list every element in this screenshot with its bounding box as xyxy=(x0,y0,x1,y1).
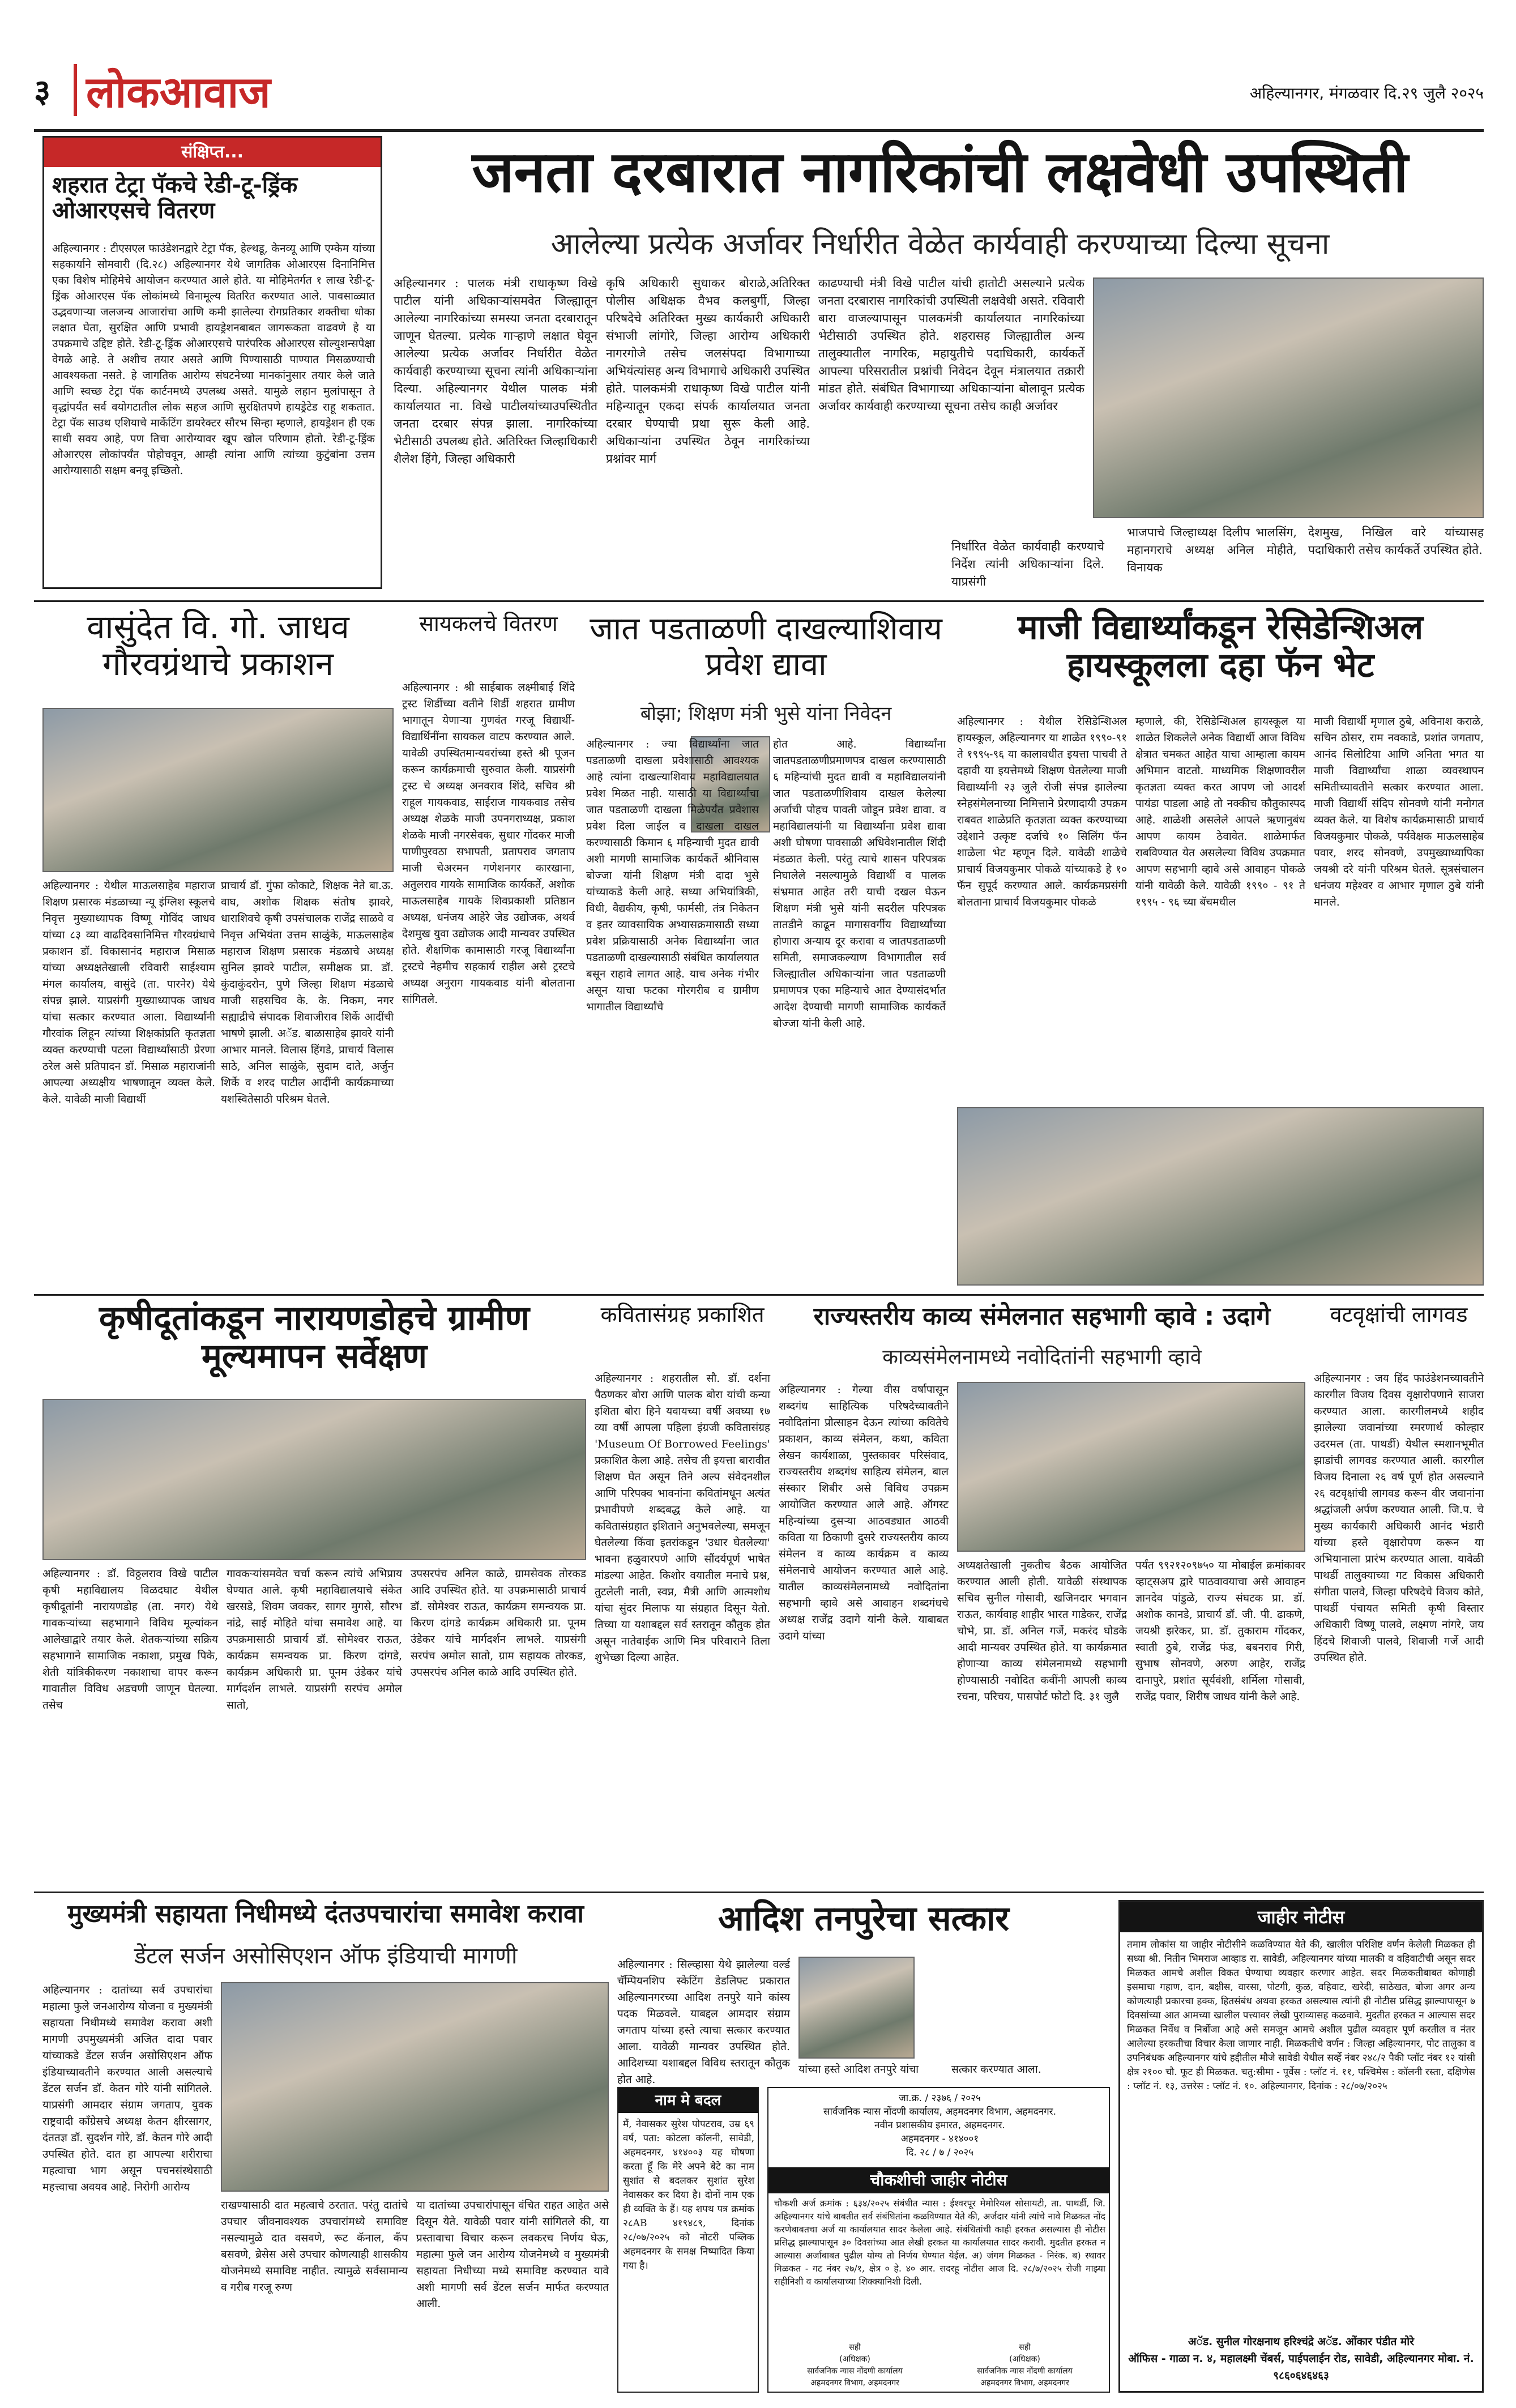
masthead xyxy=(34,54,1484,127)
krushi-col-3: उपसरपंच अनिल काळे, ग्रामसेवक तोरकड आदि उपस्थित होते. या उपक्रमासाठी प्राचार्य डॉ. सोमेश्वर राऊत, कार्यक्रम समन्वयक प्रा. किरण दांगडे कार्यक्रम अधिकारी प्रा. पूनम उंडेकर यांचे मार्गदर्शन लाभले. याप्रसंगी सरपंच अमोल सातो, ग्राम सहायक तोरकड, उपसरपंच अनिल काळे आदि उपस्थित होते. xyxy=(411,1568,586,1679)
dental-subhead: डेंटल सर्जन असोसिएशन ऑफ इंडियाची मागणी xyxy=(134,1943,518,1969)
vat-body: अहिल्यानगर : जय हिंद फाउंडेशनच्यावतीने कारगील विजय दिवस वृक्षारोपणाने साजरा करण्यात आला. कारगीलमध्ये शहीद झालेल्या जवानांच्या स्मरणार्थ कोल्हार उदरमल (ता. पाथर्डी) येथील स्मशानभूमीत झाडांची लागवड करण्यात आली. कारगील विजय दिनाला २६ वर्ष पूर्ण होत असल्याने २६ वटवृक्षांची लागवड करून वीर जवानांना श्रद्धांजली अर्पण करण्यात आली. जि.प. चे मुख्य कार्यकारी अधिकारी आनंद भंडारी यांच्या हस्ते वृक्षारोपण करून या अभियानाला प्रारंभ करण्यात आला. यावेळी पाथर्डी तालुक्याच्या गट विकास अधिकारी संगीता पालवे, जिल्हा परिषदेचे विजय कोते, पाथर्डी पंचायत समिती कृषी विस्तार अधिकारी विष्णू पालवे, लक्ष्मण नांगरे, जय हिंदचे शिवाजी पालवे, शिवाजी गर्जे आदी उपस्थित होते. xyxy=(1314,1372,1484,1664)
kavya-subhead: काव्यसंमेलनामध्ये नवोदितांनी सहभागी व्हावे xyxy=(882,1346,1202,1369)
kavya-col-3: पर्यंत ९९२१२०९७५० या मोबाईल क्रमांकावर व्हाट्सअप द्वारे पाठवावयाचा असे आवाहन ज्ञानदेव पांडुळे, राज्य संघटक प्रा. डॉ. अशोक कानडे, प्राचार्य डॉ. जी. पी. ढाकणे, जयश्री झरेकर, प्रा. डॉ. तुकाराम गोंदकर, स्वाती ठुबे, राजेंद्र फंड, बबनराव गिरी, सुभाष सोनवणे, अरुण आहेर, राजेंद्र दानापुरे, प्रशांत सूर्यवंशी, शर्मिला गोसावी, राजेंद्र पवार, शिरीष जाधव यांनी केले आहे. xyxy=(1135,1559,1305,1703)
court-notice-title: चौकशीची जाहीर नोटीस xyxy=(768,2167,1109,2193)
school-col-3: माजी विद्यार्थी मृणाल ठुबे, अविनाश कराळे, सचिन ठोसर, राम नवकाडे, प्रशांत जगताप, आनंद सिलोटिया आणि अनिता भगत या माजी विद्यार्थ्यांचा शाळा व्यवस्थापन समितीच्यावतीने सत्कार करण्यात आला. माजी विद्यार्थी संदिप सोनवणे यांनी मनोगत व्यक्त केले. या विशेष कार्यक्रमासाठी प्राचार्य विजयकुमार पोकळे, पर्यवेक्षक माऊलसाहेब पवार, शरद सोनवणे, उपमुख्याध्यापिका जयश्री दरे यांनी परिश्रम घेतले. सूत्रसंचालन धनंजय महेश्वर व आभार मृणाल ठुबे यांनी मानले. xyxy=(1314,715,1484,908)
tanpure-photo xyxy=(798,1957,915,2059)
caste-subhead: बोझा; शिक्षण मंत्री भुसे यांना निवेदन xyxy=(640,702,892,725)
kavya-headline: राज्यस्तरीय काव्य संमेलनात सहभागी व्हावे : उदागे xyxy=(813,1302,1271,1331)
dental-col-2: राखण्यासाठी दात महत्वाचे ठरतात. परंतु दातांचे उपचार जीवनावश्यक उपचारांमध्ये समाविष्ट नसल्यामुळे दात वसवणे, रूट कॅनाल, कँप बसवणे, ब्रेसेस असे उपचार कोणत्याही शासकीय योजनेमध्ये समाविष्ट नाहीत. त्यामुळे सर्वसामान्य व गरीब गरजू रुग्ण xyxy=(221,2199,408,2294)
page-number: ३ xyxy=(34,73,51,110)
dental-photo xyxy=(221,1982,609,2192)
jadhav-headline: वासुंदेत वि. गो. जाधव गौरवग्रंथाचे प्रकाशन xyxy=(87,608,349,683)
section-rule-2 xyxy=(34,1294,1484,1296)
krushi-col-1: अहिल्यानगर : डॉ. विठ्ठलराव विखे पाटील कृषी महाविद्यालय विळदघाट येथील कृषीदूतांनी नारायणडोह (ता. नगर) येथे गावकऱ्यांच्या सहभागाने विविध मूल्यांकन आलेखाद्वारे तयार केले. शेतकऱ्यांच्या सक्रिय सहभागाने सामाजिक नकाशा, प्रमुख पिके, शेती यांत्रिकीकरण नकाशाचा वापर करून गावातील विविध अडचणी जाणून घेतल्या. तसेच xyxy=(42,1568,218,1711)
tanpure-col-3: सत्कार करण्यात आला. xyxy=(951,2063,1041,2076)
lead-photo xyxy=(1093,277,1484,518)
krushi-photo xyxy=(42,1399,586,1560)
lead-headline: जनता दरबारात नागरिकांची लक्षवेधी उपस्थिती xyxy=(472,139,1408,205)
lead-col-2: कृषि अधिकारी सुधाकर बोराळे,अतिरिक्त पोलीस अधिक्षक वैभव कलबुर्गी, जिल्हा परिषदेचे अतिरिक्त मुख्य कार्यकारी अधिकारी संभाजी लांगोरे, जिल्हा आरोग्य अधिकारी नागरगोजे तसेच जलसंपदा विभागाच्या अभियंत्यांसह अन्य विभागाचे अधिकारी उपस्थित होते. पालकमंत्री राधाकृष्ण विखे पाटील यांनी महिन्यातून एकदा संपर्क कार्यालयात जनता दरबार घेण्याची प्रथा सुरू केली आहे. अधिकाऱ्यांना उपस्थित ठेवून नागरिकांच्या प्रश्नांवर मार्ग xyxy=(606,276,810,466)
kavya-col-1: अहिल्यानगर : गेल्या वीस वर्षापासून शब्दगंध साहित्यिक परिषदेच्यावतीने नवोदितांना प्रोत्साहन देऊन त्यांच्या कवितेचे प्रकाशन, काव्य संमेलन, कथा, कविता लेखन कार्यशाळा, पुस्तकावर परिसंवाद, राज्यस्तरीय शब्दगंध साहित्य संमेलन, बाल संस्कार शिबीर असे विविध उपक्रम आयोजित करण्यात आले आहे. ऑगस्ट महिन्यांच्या दुसऱ्या आठवड्यात आठवी कविता या ठिकाणी दुसरे राज्यस्तरीय काव्य संमेलन व काव्य कार्यक्रम व काव्य संमेलनाचे आयोजन करण्यात आले आहे. यातील काव्यसंमेलनामध्ये नवोदितांना सहभागी व्हावे असे आवाहन शब्दगंधचे अध्यक्ष राजेंद्र उदागे यांनी केले. याबाबत उदागे यांच्या xyxy=(779,1384,949,1642)
dental-col-1: अहिल्यानगर : दातांच्या सर्व उपचारांचा महात्मा फुले जनआरोग्य योजना व मुख्यमंत्री सहायता निधीमध्ये समावेश करावा अशी मागणी उपमुख्यमंत्री अजित दादा पवार यांच्याकडे डेंटल सर्जन असोसिएशन ऑफ इंडियाच्यावतीने करण्यात आली असल्याचे डेंटल सर्जन डॉ. केतन गोरे यांनी सांगितले. याप्रसंगी आमदार संग्राम जगताप, युवक राष्ट्रवादी काँग्रेसचे अध्यक्ष केतन क्षीरसागर, दंततज्ञ डॉ. सुदर्शन गोरे, डॉ. केतन गोरे आदी उपस्थित होते. दात हा आपल्या शरीराचा महत्वाचा भाग असून पचनसंस्थेसाठी महत्त्वाचा अवयव आहे. निरोगी आरोग्य xyxy=(42,1984,212,2193)
lead-subhead: आलेल्या प्रत्येक अर्जावर निर्धारीत वेळेत कार्यवाही करण्याच्या दिल्या सूचना xyxy=(550,227,1330,261)
tanpure-col-2: यांच्या हस्ते आदिश तनपुरे यांचा xyxy=(798,2063,919,2076)
brief-box xyxy=(42,136,382,589)
jadhav-col-1: अहिल्यानगर : येथील माऊलसाहेब महाराज शिक्षण प्रसारक मंडळाच्या न्यू इंग्लिश स्कूलचे निवृत्त मुख्याध्यापक विष्णू गोविंद जाधव यांच्या ८३ व्या वाढदिवसानिमित्त गौरवग्रंथाचे प्रकाशन डॉ. विकासानंद महाराज मिसाळ यांच्या अध्यक्षतेखाली रविवारी साईश्याम मंगल कार्यालय, वासुंदे (ता. पारनेर) येथे संपन्न झाले. याप्रसंगी मुख्याध्यापक जाधव यांचा सत्कार करण्यात आला. विद्यार्थ्यांनी गौरवांक लिहून त्यांच्या शिक्षकांप्रति कृतज्ञता व्यक्त करण्याची पटला विद्यार्थ्यांसाठी प्रेरणा ठरेल असे प्रतिपादन डॉ. मिसाळ महाराजांनी आपल्या अध्यक्षीय भाषणातून व्यक्त केले. केले. यावेळी माजी विद्यार्थी xyxy=(42,879,215,1105)
court-notice-body: चौकशी अर्ज क्रमांक : ६३४/२०२५ संबंधीत न्यास : ईश्वरपूर मेमोरियल सोसायटी, ता. पाथर्डी, जि. अहिल्यानगर यांचे बाबतीत सर्व संबंधितांना कळविण्यात येते की, अर्जदार यांनी त्यांचे नावे मिळकत नोंद करणेबाबतचा अर्ज या कार्यालयात सादर केलेला आहे. संबंधितांची काही हरकत असल्यास ही नोटीस प्रसिद्ध झाल्यापासून ३० दिवसांच्या आत लेखी हरकत या कार्यालयात सादर करावी. मुदतीत हरकत न आल्यास अर्जाबाबत पुढील योग्य तो निर्णय घेण्यात येईल. अ) जंगम मिळकत - निरंक. ब) स्थावर मिळकत - गट नंबर २७/१, क्षेत्र ० हे. ४० आर. सदरहू नोटीस आज दि. २८/७/२०२५ रोजी माझ्या सहीनिशी व कार्यालयाच्या शिक्क्यानिशी दिली. xyxy=(774,2198,1105,2287)
tanpure-headline: आदिश तनपुरेचा सत्कार xyxy=(718,1899,1009,1939)
school-headline: माजी विद्यार्थ्यांकडून रेसिडेन्शिअल हायस्कूलला दहा फॅन भेट xyxy=(1017,608,1424,686)
section-rule-3 xyxy=(34,1892,1484,1893)
name-change-title: नाम मे बदल xyxy=(618,2088,758,2113)
brief-body: अहिल्यानगर : टीएसएल फाउंडेशनद्वारे टेट्रा पॅक, हेल्थडू, केनव्यू आणि एम्केम यांच्या सहकार्याने सोमवारी (दि.२८) अहिल्यानगर येथे जागतिक ओआरएस दिनानिमित्त एका विशेष मोहिमेचे आयोजन करण्यात आले होते. या मोहिमेतर्गत १ लाख रेडी-टू-ड्रिंक ओआरएस पॅक लोकांमध्ये विनामूल्य वितरित करण्यात आले. पावसाळ्यात उद्भवणाऱ्या जलजन्य आजारांचा आणि कमी झालेल्या रोगप्रतिकार शक्तीचा धोका लक्षात घेता, सुरक्षित आणि प्रभावी हायड्रेशनबाबत जागरूकता वाढवणे हे या उपक्रमाचे उद्दिष्ट होते. रेडी-टू-ड्रिंक ओआरएसचे पारंपरिक ओआरएस सोल्युशन्सपेक्षा वेगळे आहे. ते अशीच तयार असते आणि पिण्यासाठी पाण्यात मिसळण्याची आवश्यकता नसते. हे जागतिक आरोग्य संघटनेच्या मानकांनुसार तयार केले जाते आणि स्वच्छ टेट्रा पॅक कार्टनमध्ये उपलब्ध असते. यामुळे लहान मुलांपासून ते वृद्धांपर्यंत सर्व वयोगटातील लोक सहज आणि सुरक्षितपणे हायड्रेटेड राहू शकतात. टेट्रा पॅक साउथ एशियाचे मार्केटिंग डायरेक्टर सौरभ सिन्हा म्हणाले, हायड्रेशन ही एक साधी सवय आहे, पण तिचा आरोग्यावर खूप खोल परिणाम होतो. रेडी-टू-ड्रिंक ओआरएस लोकांपर्यंत पोहोचवून, आम्ही त्यांना आणि त्यांच्या कुटुंबांना उत्तम आरोग्यासाठी सक्षम बनवू इच्छितो. xyxy=(52,242,375,477)
court-notice-sig-left: सही (अधिक्षक) सार्वजनिक न्यास नोंदणी कार्यालय अहमदनगर विभाग, अहमदनगर xyxy=(807,2343,903,2388)
dateline: अहिल्यानगर, मंगळवार दि.२९ जुलै २०२५ xyxy=(1249,84,1484,103)
court-notice-sig-right: सही (अधिक्षक) सार्वजनिक न्यास नोंदणी कार्यालय अहमदनगर विभाग, अहमदनगर xyxy=(977,2343,1073,2388)
krushi-col-2: गावकऱ्यांसमवेत चर्चा करून त्यांचे अभिप्राय घेण्यात आले. कृषी महाविद्यालयाचे संकेत खरसडे, शिवम जवकर, सागर मुगसे, सौरभ नांद्रे, साई मोहिते यांचा समावेश आहे. या उपक्रमासाठी प्राचार्य डॉ. सोमेश्वर राऊत, कार्यक्रम समन्वयक प्रा. किरण दांगडे, कार्यक्रम अधिकारी प्रा. पूनम उंडेकर यांचे मार्गदर्शन लाभले. याप्रसंगी सरपंच अमोल सातो, xyxy=(227,1568,402,1711)
school-col-1: अहिल्यानगर : येथील रेसिडेन्शिअल हायस्कूल, अहिल्यानगर या शाळेत १९९०-९१ ते १९९५-९६ या कालावधीत इयत्ता पाचवी ते दहावी या इयत्तेमध्ये शिक्षण घेतलेल्या माजी विद्यार्थ्यांनी २३ जुलै रोजी संपन्न झालेल्या स्नेहसंमेलनाच्या निमित्ताने प्रेरणादायी उपक्रम राबवत शाळेप्रति कृतज्ञता व्यक्त करण्याच्या उद्देशाने उत्कृष्ट दर्जाचे १० सिलिंग फॅन शाळेला भेट म्हणून दिले. यावेळी शाळेचे प्राचार्य विजयकुमार पोकळे यांच्याकडे हे १० फॅन सुपूर्द करण्यात आले. कार्यक्रमप्रसंगी बोलताना प्राचार्य विजयकुमार पोकळे xyxy=(957,715,1127,908)
public-notice-body: तमाम लोकांस या जाहीर नोटीसीने कळविण्यात येते की, खालील परिशिष्ट वर्णन केलेली मिळकत ही सध्या श्री. नितीन भिमराज आव्हाड रा. सावेडी, अहिल्यानगर यांच्या मालकी व वहिवाटीची असून सदर मिळकत आमचे अशील विकत घेण्याचा व्यवहार करणार आहेत. सदर मिळकतीबाबत कोणाही इसमाचा गहाण, दान, बक्षीस, वारसा, पोटगी, कुळ, वहिवाट, खरेदी, साठेखत, बोजा अगर अन्य कोणत्याही प्रकारचा हक्क, हितसंबंध अथवा हरकत असल्यास त्यांनी ही नोटीस प्रसिद्ध झाल्यापासून ७ दिवसांच्या आत आमच्या खालील पत्त्यावर लेखी पुराव्यासह कळवावे. मुदतीत हरकत न आल्यास सदर मिळकत निर्वेध व निर्बोजा आहे असे समजून आमचे अशील पुढील व्यवहार पूर्ण करतील व नंतर आलेल्या हरकतीचा विचार केला जाणार नाही. मिळकतीचे वर्णन : जिल्हा अहिल्यानगर, पोट तालुका व उपनिबंधक अहिल्यानगर यांचे हद्दीतील मौजे सावेडी येथील सर्व्हे नंबर २४८/२ पैकी प्लॉट नंबर १२ यांसी क्षेत्र २१०० चौ. फूट ही मिळकत. चतु:सीमा - पूर्वेस : प्लॉट नं. ११, पश्चिमेस : कॉलनी रस्ता, दक्षिणेस : प्लॉट नं. १३, उत्तरेस : प्लॉट नं. १०. अहिल्यानगर, दिनांक : २८/०७/२०२५ xyxy=(1127,1939,1475,2092)
lead-col-3: काढण्याची मंत्री विखे पाटील यांची हातोटी असल्याने प्रत्येक जनता दरबारास नागरिकांची उपस्थिती लक्षवेधी असते. रविवारी बारा वाजल्यापासून पालकमंत्री कार्यालयात नागरिकांच्या भेटीसाठी उपस्थित होते. शहरासह जिल्ह्यातील अन्य तालुक्यातील नागरिक, महायुतीचे पदाधिकारी, कार्यकर्ते आपल्या परिसरातील प्रश्नांची निवेदन देवून मंत्रालयात तक्रारी मांडत होते. संबंधित विभागाच्या अधिकाऱ्यांना बोलावून प्रत्येक अर्जावर कार्यवाही करण्याच्या सूचना तसेच काही अर्जावर xyxy=(818,276,1084,413)
lead-photo-col-1: निर्धारित वेळेत कार्यवाही करण्याचे निर्देश त्यांनी अधिकाऱ्यांना दिले. याप्रसंगी xyxy=(951,540,1104,588)
krushi-headline: कृषीदूतांकडून नारायणडोहचे ग्रामीण मूल्यमापन सर्वेक्षण xyxy=(99,1299,530,1377)
masthead-rule xyxy=(34,129,1484,132)
brief-headline: शहरात टेट्रा पॅकचे रेडी-टू-ड्रिंक ओआरएसचे वितरण xyxy=(52,172,298,224)
public-notice-box xyxy=(1118,1900,1484,2393)
public-notice-title: जाहीर नोटीस xyxy=(1120,1902,1482,1932)
caste-col-1: अहिल्यानगर : ज्या विद्यार्थ्यांना जात पडताळणी दाखला प्रवेशासाठी आवश्यक आहे त्यांना दाखल्याशिवाय महाविद्यालयात प्रवेश मिळत नाही. यासाठी या विद्यार्थ्यांचा जात पडताळणी दाखला मिळेपर्यंत प्रवेशास प्रवेश दिला जाईल व दाखला दाखल करण्यासाठी किमान ६ महिन्याची मुदत द्यावी अशी मागणी सामाजिक कार्यकर्ते श्रीनिवास बोज्जा यांनी शिक्षण मंत्री दादा भुसे यांच्याकडे केली आहे. सध्या अभियांत्रिकी, विधी, वैद्यकीय, कृषी, फार्मसी, तंत्र निकेतन व इतर व्यावसायिक अभ्यासक्रमासाठी सध्या प्रवेश प्रक्रियासाठी अनेक विद्यार्थ्यांना जात पडताळणी दाखल्यासाठी संबंधित कार्यालयात बसून राहावे लागत आहे. याच अनेक गंभीर असून याचा फटका गोरगरीब व ग्रामीण भागातील विद्यार्थ्यांचे xyxy=(586,738,759,1013)
kavya-col-2: अध्यक्षतेखाली नुकतीच बैठक आयोजित करण्यात आली होती. यावेळी संस्थापक सचिव सुनील गोसावी, खजिनदार भगवान राऊत, कार्यवाह शाहीर भारत गाडेकर, राजेंद्र चोभे, प्रा. डॉ. अनिल गर्जे, मकरंद घोडके आदी मान्यवर उपस्थित होते. या कार्यक्रमात होणाऱ्या काव्य संमेलनामध्ये सहभागी होण्यासाठी नवोदित कवींनी आपली काव्य रचना, परिचय, पासपोर्ट फोटो दि. ३१ जुलै xyxy=(957,1559,1127,1703)
court-notice-header: जा.क्र. / २३७६ / २०२५ सार्वजनिक न्यास नोंदणी कार्यालय, अहमदनगर विभाग, अहमदनगर. नवीन प्रशासकीय इमारत, अहमदनगर. अहमदनगर - ४१४००१ दि. २८ / ७ / २०२५ xyxy=(823,2093,1057,2158)
name-change-box xyxy=(617,2087,759,2393)
masthead-divider xyxy=(74,64,77,116)
kavya-photo xyxy=(957,1382,1305,1552)
school-col-2: म्हणाले, की, रेसिडेन्शिअल हायस्कूल या शाळेत शिकलेले अनेक विद्यार्थी आज विविध क्षेत्रात चमकत आहेत याचा आम्हाला कायम अभिमान वाटतो. माध्यमिक शिक्षणावरील कृतज्ञता व्यक्त करत आपण जो आदर्श पायंडा पाडला आहे तो नक्कीच कौतुकास्पद आहे. शाळेशी असलेले आपले ऋणानुबंध आपण कायम ठेवावेत. शाळेमार्फत राबविण्यात येत असलेल्या विविध उपक्रमात आपण सहभागी व्हावे असे आवाहन पोकळे यांनी यावेळी केले. यावेळी १९९० - ९१ ते १९९५ - ९६ च्या बॅचमधील xyxy=(1135,715,1305,908)
name-change-body: मैं, नेवासकर सुरेश पोपटराव, उम्र ६९ वर्ष, पता: कोटला कॉलनी, सावेडी, अहमदनगर, ४१४००३ यह घोषणा करता हूँ कि मेरे अपने बेटे का नाम सुशांत से बदलकर सुशांत सुरेश नेवासकर कर दिया है। दोनों नाम एक ही व्यक्ति के हैं। यह शपथ पत्र क्रमांक २८AB ४१९४८९, दिनांक २८/०७/२०२५ को नोटरी पब्लिक अहमदनगर के समक्ष निष्पादित किया गया है। xyxy=(623,2119,754,2272)
public-notice-signature: अॅड. सुनील गोरक्षनाथ हरिश्चंद्रे अॅड. ओंकार पंडीत मोरे ऑफिस - गाळा न. ४, महालक्ष्मी चेंबर्स, पाईपलाईन रोड, सावेडी, अहिल्यानगर मोबा. नं. ९८६०६४६४६३ xyxy=(1128,2336,1474,2382)
caste-headline: जात पडताळणी दाखल्याशिवाय प्रवेश द्यावा xyxy=(590,610,942,683)
section-rule-1 xyxy=(34,600,1484,602)
dental-col-3: या दातांच्या उपचारांपासून वंचित राहत आहेत असे दिसून येते. यावेळी पवार यांनी सांगितले की, या प्रस्तावाचा विचार करून लवकरच निर्णय घेऊ, महात्मा फुले जन आरोग्य योजनेमध्ये व मुख्यमंत्री सहायता निधीच्या मध्ये समाविष्ट करण्यात यावे अशी मागणी सर्व डेंटल सर्जन मार्फत करण्यात आली. xyxy=(416,2199,609,2310)
lead-photo-col-3: देशमुख, निखिल वारे यांच्यासह पदाधिकारी तसेच कार्यकर्ते उपस्थित होते. xyxy=(1308,526,1484,557)
kavita-body: अहिल्यानगर : शहरातील सौ. डॉ. दर्शना पैठणकर बोरा आणि पालक बोरा यांची कन्या इशिता बोरा हिने यवायच्या वर्षी अवघ्या १७ व्या वर्षी आपला पहिला इंग्रजी कवितासंग्रह 'Museum Of Borrowed Feelings' प्रकाशित केला आहे. तसेच ती इयत्ता बारावीत शिक्षण घेत असून तिने अल्प संवेदनशील आणि परिपक्व भावनांना कवितांमधून अत्यंत प्रभावीपणे शब्दबद्ध केले आहे. या कवितासंग्रहात इशिताने अनुभवलेल्या, समजून घेतलेल्या किंवा इतरांकडून 'उधार घेतलेल्या' भावना हळुवारपणे आणि सौंदर्यपूर्ण भाषेत मांडल्या आहेत. किशोर वयातील मनाचे प्रश्न, तुटलेली नाती, स्वप्न, मैत्री आणि आत्मशोध यांचा सुंदर मिलाफ या संग्रहात दिसून येतो. तिच्या या यशाबद्दल सर्व स्तरातून कौतुक होत असून नातेवाईक आणि मित्र परिवाराने तिला शुभेच्छा दिल्या आहेत. xyxy=(595,1372,770,1664)
jadhav-photo xyxy=(42,708,394,872)
paper-logo: लोकआवाज xyxy=(86,67,271,117)
jadhav-col-2: प्राचार्य डॉ. गुंफा कोकाटे, शिक्षक नेते बा.ऊ. वाघ, अशोक शिक्षक संतोष झावरे, धाराशिवचे कृषी उपसंचालक राजेंद्र साळवे व निवृत्त अभियंता उत्तम साळुंके, माऊलसाहेब महाराज शिक्षण प्रसारक मंडळाचे अध्यक्ष सुनिल झावरे पाटील, समीक्षक प्रा. डॉ. कुंदाकुंदरोन, पुणे जिल्हा शिक्षण मंडळाचे माजी सहसचिव के. के. निकम, नगर सह्याद्रीचे संपादक शिवाजीराव शिर्के आदींची भाषणे झाली. अॅड. बाळासाहेब झावरे यांनी आभार मानले. विलास हिंगडे, प्राचार्य विलास साठे, अनिल साळुंके, सुदाम दाते, अर्जुन शिर्के व शरद पाटील आदींनी कार्यक्रमाच्या यशस्वितेसाठी परिश्रम घेतले. xyxy=(221,879,394,1105)
tanpure-col-1: अहिल्यानगर : सिल्व्हासा येथे झालेल्या वर्ल्ड चॅम्पियनशिप स्केटिंग डेडलिफ्ट प्रकारात अहिल्यानगरच्या आदिश तनपुरे याने कांस्य पदक मिळवले. याबद्दल आमदार संग्राम जगताप यांच्या हस्ते त्याचा सत्कार करण्यात आला. यावेळी मान्यवर उपस्थित होते. आदिशच्या यशाबद्दल विविध स्तरातून कौतुक होत आहे. xyxy=(617,1958,790,2086)
vat-headline: वटवृक्षांची लागवड xyxy=(1330,1302,1468,1327)
brief-label: संक्षिप्त... xyxy=(44,138,381,167)
lead-photo-col-2: भाजपाचे जिल्हाध्यक्ष दिलीप भालसिंग, महानगराचे अध्यक्ष अनिल मोहीते, विनायक xyxy=(1127,526,1297,574)
school-photo xyxy=(957,1107,1484,1286)
cycles-body: अहिल्यानगर : श्री साईबाक लक्ष्मीबाई शिंदे ट्रस्ट शिर्डीच्या वतीने शिर्डी शहरात ग्रामीण भागातून येणाऱ्या गुणवंत गरजू विद्यार्थी-विद्यार्थिनींना सायकल वाटप करण्यात आले. यावेळी उपस्थितमान्यवरांच्या हस्ते श्री पूजन करून कार्यक्रमाची सुरुवात केली. याप्रसंगी ट्रस्ट चे अध्यक्ष अनवराव शिंदे, सचिव श्री राहूल गायकवाड, साईराज गायकवाड तसेच अध्यक्ष शेळके माजी उपनगराध्यक्ष, प्रकाश शेळके माजी नगरसेवक, सुधार गोंदकर माजी पाणीपुरवठा सभापती, प्रतापराव जगताप माजी चेअरमन गणेशनगर कारखाना, अतुलराव गायके सामाजिक कार्यकर्ते, अशोक माऊलसाहेब गायके शिवप्रकाशी प्रतिष्ठान अध्यक्ष, धनंजय आहेरे जेड उद्योजक, अथर्व देशमुख युवा उद्योजक आदी मान्यवर उपस्थित होते. शैक्षणिक कामासाठी गरजू विद्यार्थ्यांना ट्रस्टचे नेहमीच सहकार्य राहील असे ट्रस्टचे अध्यक्ष अनुराग गायकवाड यांनी बोलताना सांगितले. xyxy=(402,681,575,1006)
court-notice-box xyxy=(767,2087,1110,2393)
cycles-headline: सायकलचे वितरण xyxy=(419,611,558,636)
caste-col-2: होत आहे. विद्यार्थ्यांना जातपडताळणीप्रमाणपत्र दाखल करण्यासाठी ६ महिन्यांची मुदत द्यावी व महाविद्यालयांनी जात पडताळणीशिवाय दाखल केलेल्या अर्जाची पोहच पावती जोडून प्रवेश द्यावा. व महाविद्यालयांनी या विद्यार्थ्यांना प्रवेश द्यावा अशी घोषणा पावसाळी अधिवेशनातील शिंदी मंडळात केली. परंतु त्याचे शासन परिपत्रक निघालेले नसल्यामुळे विद्यार्थी व पालक संभ्रमात आहेत तरी याची दखल घेऊन शिक्षण मंत्री भुसे यांनी सदरील परिपत्रक तातडीने काढून मागासवर्गीय विद्यार्थ्यांच्या होणारा अन्याय दूर करावा व जातपडताळणी समिती, समाजकल्याण विभागातील सर्व जिल्ह्यातील अधिकाऱ्यांना जात पडताळणी प्रमाणपत्र एका महिन्याचे आत देण्यासंदर्भात आदेश देण्याची मागणी सामाजिक कार्यकर्ते बोज्जा यांनी केली आहे. xyxy=(773,738,946,1030)
kavita-headline: कवितासंग्रह प्रकाशित xyxy=(600,1302,765,1327)
lead-col-1: अहिल्यानगर : पालक मंत्री राधाकृष्ण विखे पाटील यांनी अधिकाऱ्यांसमवेत जिल्ह्यातून आलेल्या नागरिकांच्या समस्या जनता दरबारातून जाणून घेतल्या. प्रत्येक गाऱ्हाणे लक्षात घेवून आलेल्या प्रत्येक अर्जावर निर्धारीत वेळेत कार्यवाही करण्याच्या सूचना त्यांनी अधिकाऱ्यांना दिल्या. अहिल्यानगर येथील पालक मंत्री कार्यालयात ना. विखे पाटीलयांच्याउपस्थितीत जनता दरबार संपन्न झाला. नागरिकांच्या भेटीसाठी उपलब्ध होते. अतिरिक्त जिल्हाधिकारी शैलेश हिंगे, जिल्हा अधिकारी xyxy=(394,276,597,466)
dental-headline: मुख्यमंत्री सहायता निधीमध्ये दंतउपचारांचा समावेश करावा xyxy=(67,1899,584,1928)
